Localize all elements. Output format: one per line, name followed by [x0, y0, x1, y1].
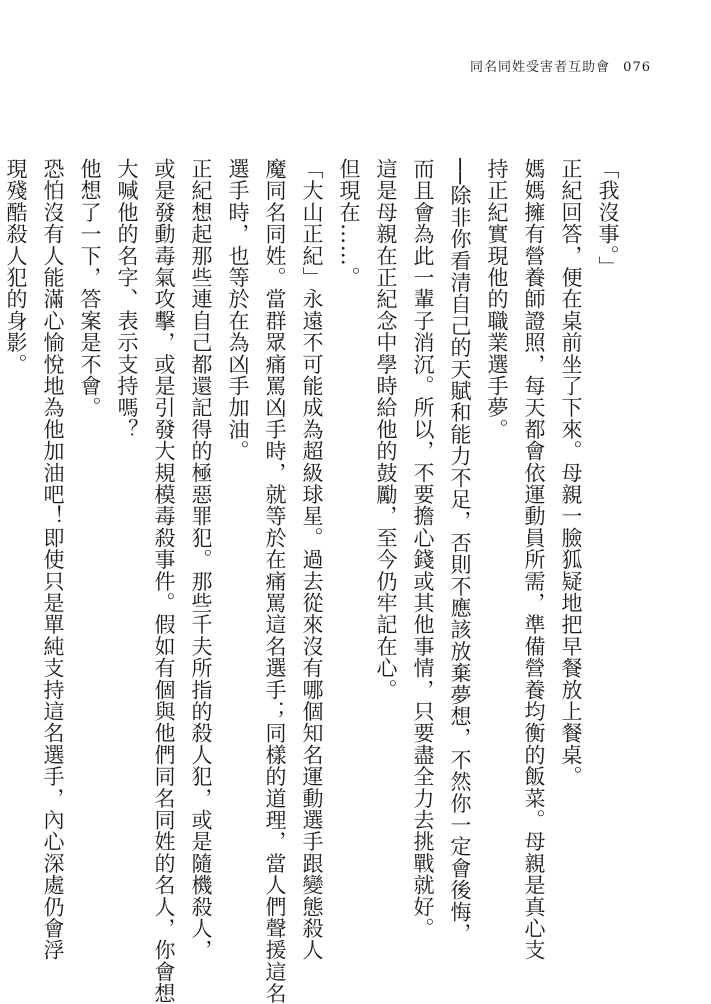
text-column: 正紀回答，便在桌前坐了下來。母親一臉狐疑地把早餐放上餐桌。 [559, 158, 583, 788]
text-column: 大喊他的名字、表示支持嗎？ [115, 158, 139, 441]
text-column: 現殘酷殺人犯的身影。 [4, 158, 28, 375]
text-column: 持正紀實現他的職業選手夢。 [485, 158, 509, 441]
running-head [470, 56, 651, 75]
body-text [4, 158, 621, 1004]
text-column: 恐怕沒有人能滿心愉悅地為他加油吧！即使只是單純支持這名選手，內心深處仍會浮 [41, 158, 65, 961]
text-column: 但現在……。 [337, 158, 361, 289]
text-column: 選手時，也等於在為凶手加油。 [226, 158, 250, 462]
text-column: 他想了一下，答案是不會。 [78, 158, 102, 419]
page-number: 076 [623, 60, 651, 75]
text-column: 「我沒事。」 [596, 158, 620, 278]
text-column: 「大山正紀」永遠不可能成為超級球星。過去從來沒有哪個知名運動選手跟變態殺人 [300, 158, 324, 961]
text-column: ──除非你看清自己的天賦和能力不足，否則不應該放棄夢想，不然你一定會後悔， [448, 158, 472, 945]
text-column: 這是母親在正紀念中學時給他的鼓勵，至今仍牢記在心。 [374, 158, 398, 701]
text-column: 媽媽擁有營養師證照，每天都會依運動員所需，準備營養均衡的飯菜。母親是真心支 [522, 158, 546, 961]
text-column: 或是發動毒氣攻擊，或是引發大規模毒殺事件。假如有個與他們同名同姓的名人，你會想 [152, 158, 176, 1004]
text-column: 魔同名同姓。當群眾痛罵凶手時，就等於在痛罵這名選手；同樣的道理，當人們聲援這名 [263, 158, 287, 1004]
book-title: 同名同姓受害者互助會 [470, 60, 611, 75]
text-column: 正紀想起那些連自己都還記得的極惡罪犯。那些千夫所指的殺人犯，或是隨機殺人， [189, 158, 213, 961]
text-column: 而且會為此一輩子消沉。所以，不要擔心錢或其他事情，只要盡全力去挑戰就好。 [411, 158, 435, 940]
